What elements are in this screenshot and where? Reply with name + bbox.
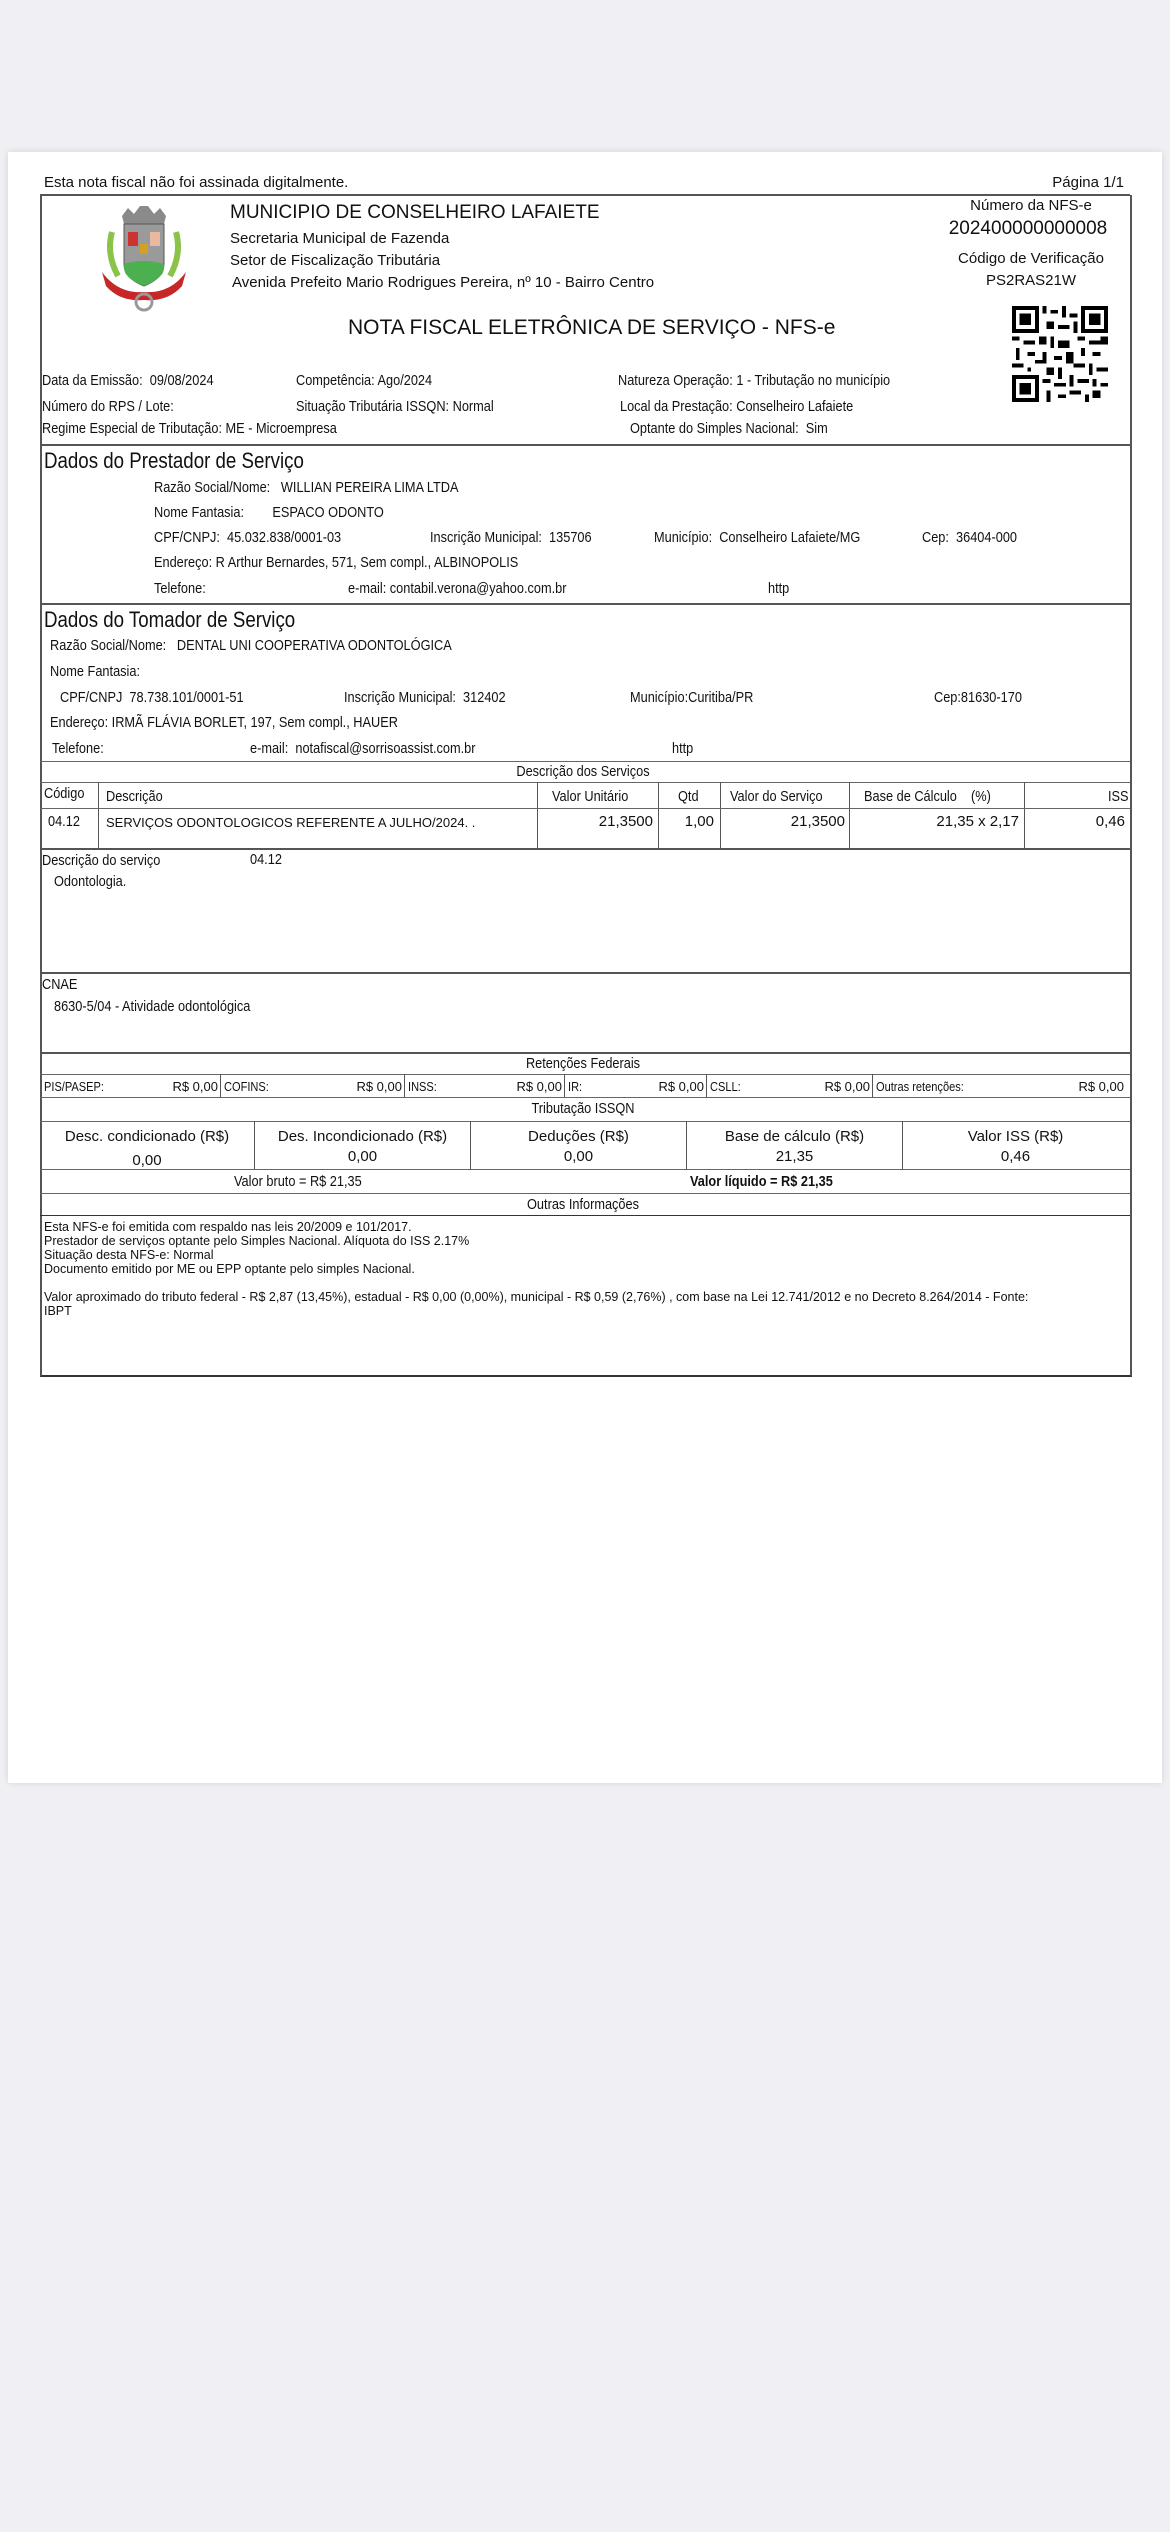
nfse-number: 202400000000008 (948, 218, 1108, 239)
cnae-label: CNAE (42, 976, 78, 993)
document-title: NOTA FISCAL ELETRÔNICA DE SERVIÇO - NFS-e (348, 316, 836, 339)
other-info-line: Esta NFS-e foi emitida com respaldo nas leis 20/2009 e 101/2017. (44, 1220, 412, 1234)
col-divider (706, 1074, 707, 1097)
competence: Competência: Ago/2024 (296, 372, 433, 389)
verification-label: Código de Verificação (958, 250, 1104, 267)
col-header-qty: Qtd (678, 788, 699, 805)
divider (40, 603, 1130, 605)
service-location: Local da Prestação: Conselheiro Lafaiete (620, 398, 854, 415)
ir-value: R$ 0,00 (658, 1079, 704, 1094)
service-detail-label: Descrição do serviço (42, 852, 161, 869)
row-code: 04.12 (48, 813, 80, 830)
rps-number: Número do RPS / Lote: (42, 398, 174, 415)
col-header-description: Descrição (106, 788, 163, 805)
provider-address: Endereço: R Arthur Bernardes, 571, Sem compl., ALBINOPOLIS (154, 554, 519, 571)
municipality-address: Avenida Prefeito Mario Rodrigues Pereira, nº 10 - Bairro Centro (232, 274, 655, 291)
services-section-title: Descrição dos Serviços (516, 763, 650, 780)
pis-pasep-value: R$ 0,00 (172, 1079, 218, 1094)
col-header-unit-value: Valor Unitário (552, 788, 629, 805)
divider (40, 1097, 1130, 1098)
cofins-value: R$ 0,00 (356, 1079, 402, 1094)
verification-code: PS2RAS21W (985, 272, 1077, 289)
uncond-discount-label: Des. Incondicionado (R$) (277, 1128, 448, 1145)
taker-phone: Telefone: (52, 740, 104, 757)
provider-city: Município: Conselheiro Lafaiete/MG (654, 529, 861, 546)
taker-section-title: Dados do Tomador de Serviço (44, 607, 296, 632)
provider-phone: Telefone: (154, 580, 206, 597)
taker-name: Razão Social/Nome: DENTAL UNI COOPERATIVA ODONTOLÓGICA (50, 637, 452, 654)
calc-base-label: Base de cálculo (R$) (724, 1128, 865, 1145)
document-page (8, 152, 1162, 1783)
service-detail-text: Odontologia. (54, 873, 127, 890)
divider (40, 972, 1130, 974)
divider (40, 1052, 1130, 1054)
iss-value: 0,46 (1000, 1148, 1031, 1165)
col-divider (98, 782, 99, 848)
taker-municipal-registration: Inscrição Municipal: 312402 (344, 689, 506, 706)
issqn-status: Situação Tributária ISSQN: Normal (296, 398, 494, 415)
tax-estimate-source: IBPT (44, 1304, 72, 1318)
col-header-service-value: Valor do Serviço (730, 788, 823, 805)
deductions-label: Deduções (R$) (528, 1128, 629, 1145)
taker-city: Município:Curitiba/PR (630, 689, 754, 706)
divider (40, 848, 1130, 850)
sector: Setor de Fiscalização Tributária (230, 252, 441, 269)
row-description: SERVIÇOS ODONTOLOGICOS REFERENTE A JULHO/2024. . (106, 815, 476, 830)
divider (40, 808, 1130, 809)
gross-value: Valor bruto = R$ 21,35 (234, 1173, 362, 1190)
inss-value: R$ 0,00 (516, 1079, 562, 1094)
deductions-value: 0,00 (563, 1148, 594, 1165)
divider (40, 1193, 1130, 1194)
provider-website: http (768, 580, 790, 597)
divider (40, 782, 1130, 783)
cnae-value: 8630-5/04 - Atividade odontológica (54, 998, 251, 1015)
taker-email: e-mail: notafiscal@sorrisoassist.com.br (250, 740, 476, 757)
divider (40, 1074, 1130, 1075)
other-info-line: Prestador de serviços optante pelo Simples Nacional. Alíquota do ISS 2.17% (44, 1234, 470, 1248)
other-retentions-value: R$ 0,00 (1078, 1079, 1124, 1094)
csll-value: R$ 0,00 (824, 1079, 870, 1094)
cofins-label: COFINS: (224, 1079, 269, 1094)
unsigned-notice: Esta nota fiscal não foi assinada digitalmente. (44, 174, 349, 191)
provider-section-title: Dados do Prestador de Serviço (44, 448, 304, 473)
col-divider (872, 1074, 873, 1097)
taker-trade-name: Nome Fantasia: (50, 663, 141, 680)
calc-base-value: 21,35 (775, 1148, 814, 1165)
row-qty: 1,00 (684, 813, 714, 830)
provider-email: e-mail: contabil.verona@yahoo.com.br (348, 580, 567, 597)
divider (40, 1215, 1130, 1216)
qr-code-icon[interactable] (1012, 306, 1108, 402)
row-unit-value: 21,3500 (598, 813, 653, 830)
municipal-coat-of-arms-icon (88, 202, 200, 314)
provider-name: Razão Social/Nome: WILLIAN PEREIRA LIMA LTDA (154, 479, 459, 496)
col-divider (220, 1074, 221, 1097)
taker-cep: Cep:81630-170 (934, 689, 1022, 706)
tax-estimate: Valor aproximado do tributo federal - R$ 2,87 (13,45%), estadual - R$ 0,00 (0,00%), municipal - R$ 0,59 (2,76%) , com base na Lei 12.741/2012 e no Decreto 8.264/2014 - Fonte: (44, 1290, 1029, 1304)
simples-nacional: Optante do Simples Nacional: Sim (630, 420, 828, 437)
uncond-discount-value: 0,00 (347, 1148, 378, 1165)
row-calc-base: 21,35 x 2,17 (936, 813, 1019, 830)
ir-label: IR: (568, 1079, 583, 1094)
emission-date: Data da Emissão: 09/08/2024 (42, 372, 214, 389)
provider-cnpj: CPF/CNPJ: 45.032.838/0001-03 (154, 529, 342, 546)
cond-discount-label: Desc. condicionado (R$) (64, 1128, 230, 1145)
tax-regime: Regime Especial de Tributação: ME - Microempresa (42, 420, 337, 437)
row-iss: 0,46 (1095, 813, 1125, 830)
page-label: Página 1/1 (1052, 174, 1124, 191)
divider (40, 194, 1130, 196)
issqn-section-title: Tributação ISSQN (531, 1100, 635, 1117)
divider (40, 444, 1130, 446)
other-info-line: Documento emitido por ME ou EPP optante pelo simples Nacional. (44, 1262, 415, 1276)
other-info-line: Situação desta NFS-e: Normal (44, 1248, 214, 1262)
row-service-value: 21,3500 (790, 813, 845, 830)
col-header-code: Código (44, 785, 85, 802)
provider-cep: Cep: 36404-000 (922, 529, 1018, 546)
iss-value-label: Valor ISS (R$) (967, 1128, 1064, 1145)
divider (40, 1121, 1130, 1122)
taker-website: http (672, 740, 694, 757)
other-retentions-label: Outras retenções: (876, 1079, 964, 1094)
municipality-name: MUNICIPIO DE CONSELHEIRO LAFAIETE (230, 202, 600, 223)
col-header-iss: ISS (1108, 788, 1129, 805)
department: Secretaria Municipal de Fazenda (230, 230, 450, 247)
provider-trade-name: Nome Fantasia: ESPACO ODONTO (154, 504, 384, 521)
taker-address: Endereço: IRMÃ FLÁVIA BORLET, 197, Sem compl., HAUER (50, 714, 398, 731)
cond-discount-value: 0,00 (132, 1152, 162, 1169)
csll-label: CSLL: (710, 1079, 741, 1094)
col-header-calc-base: Base de Cálculo (%) (864, 788, 991, 805)
net-value: Valor líquido = R$ 21,35 (690, 1173, 833, 1190)
col-divider (404, 1074, 405, 1097)
pis-pasep-label: PIS/PASEP: (44, 1079, 104, 1094)
col-divider (564, 1074, 565, 1097)
nfse-number-label: Número da NFS-e (970, 197, 1092, 214)
divider (40, 1169, 1130, 1170)
provider-municipal-registration: Inscrição Municipal: 135706 (430, 529, 592, 546)
other-info-title: Outras Informações (527, 1196, 639, 1213)
federal-section-title: Retenções Federais (525, 1055, 641, 1072)
service-detail-code: 04.12 (250, 851, 282, 868)
taker-cnpj: CPF/CNPJ 78.738.101/0001-51 (60, 689, 244, 706)
inss-label: INSS: (408, 1079, 437, 1094)
operation-nature: Natureza Operação: 1 - Tributação no município (618, 372, 891, 389)
divider (40, 761, 1130, 762)
